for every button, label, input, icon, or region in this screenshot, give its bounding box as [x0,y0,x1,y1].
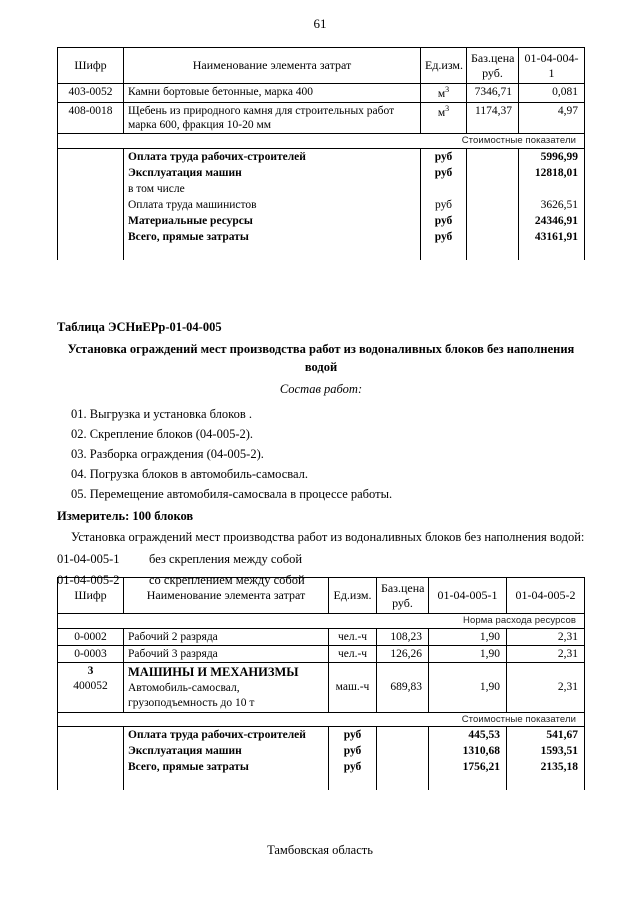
row-value-1 [519,181,585,197]
work-item: 01. Выгрузка и установка блоков . [71,406,252,421]
spacer-cell [58,245,124,260]
work-item: 04. Погрузка блоков в автомобиль-самосвал. [71,466,309,481]
table-row [58,103,585,134]
row-code [58,165,124,181]
header-base-price [377,578,429,614]
row-name: Рабочий 2 разряда [124,628,329,645]
row-value-1: 0,081 [519,84,585,103]
norm-consumption-band: Норма расхода ресурсов [58,614,585,629]
row-base-price [467,229,519,245]
row-name: Оплата труда рабочих-строителей [124,148,421,165]
spacer-cell [329,775,377,790]
row-code [58,213,124,229]
page-footer: Тамбовская область [267,843,373,857]
cost-indicators-band: Стоимостные показатели [58,712,585,727]
header-code: Шифр [58,48,124,84]
header-column-01-04-005-1: 01-04-005-1 [429,578,507,614]
machines-group-row [58,662,585,712]
table-row [58,181,585,197]
row-code [58,727,124,744]
row-value-1: 3626,51 [519,197,585,213]
spacer-cell [377,775,429,790]
table-header-row [58,578,585,614]
section-table-label: Таблица ЭСНиЕРр-01-04-005 [57,320,222,334]
row-unit [421,181,467,197]
table-header-row [58,48,585,84]
row-name: Материальные ресурсы [124,213,421,229]
row-value-1: 4,97 [519,103,585,134]
row-base-price: 126,26 [377,645,429,662]
row-base-price [467,181,519,197]
row-base-price [467,148,519,165]
row-value-1: 24346,91 [519,213,585,229]
header-code: Шифр [58,578,124,614]
row-unit: руб [329,743,377,759]
row-value-2: 2,31 [507,662,585,712]
row-name: Всего, прямые затраты [124,759,329,775]
measure-description: Установка ограждений мест производства работ из водоналивных блоков без наполнения водой: [71,530,585,545]
spacer-cell [124,245,421,260]
row-base-price: 7346,71 [467,84,519,103]
row-base-price [377,727,429,744]
row-name: в том числе [124,181,421,197]
sostav-rabot-label: Состав работ: [279,382,363,397]
cost-table-01-04-005 [57,577,585,790]
row-name: Оплата труда рабочих-строителей [124,727,329,744]
row-code: 403-0052 [58,84,124,103]
spacer-cell [124,775,329,790]
row-code: 0-0003 [58,645,124,662]
row-unit: $м^3$ [421,103,467,134]
section-description [57,318,585,591]
table-row [58,148,585,165]
spacer-cell [507,775,585,790]
row-value-1: 1,90 [429,645,507,662]
cost-band-row [58,134,585,149]
row-name: Эксплуатация машин [124,165,421,181]
row-unit: руб [421,229,467,245]
header-base-price-line2: руб. [482,65,503,80]
section-title: Установка ограждений мест производства работ из водоналивных блоков без наполнения водой [67,342,575,375]
row-unit: руб [421,197,467,213]
header-unit: Ед.изм. [421,48,467,84]
work-item: 03. Разборка ограждения (04-005-2). [71,446,264,461]
row-value-2: 1593,51 [507,743,585,759]
variant-code: 01-04-005-2 [57,572,120,587]
row-unit: руб [329,759,377,775]
izmeritel-label: Измеритель: 100 блоков [57,509,194,524]
spacer-cell [429,775,507,790]
header-column-01-04-004-1: 01-04-004-1 [519,48,585,84]
row-value-2: 2,31 [507,645,585,662]
row-value-1: 1,90 [429,628,507,645]
row-unit: руб [329,727,377,744]
row-value-1: 12818,01 [519,165,585,181]
row-code [58,181,124,197]
spacer-cell [421,245,467,260]
page-number: 61 [313,16,327,31]
row-name: Камни бортовые бетонные, марка 400 [124,84,421,103]
row-value-1: 43161,91 [519,229,585,245]
cost-indicators-band: Стоимостные показатели [58,134,585,149]
row-name: Всего, прямые затраты [124,229,421,245]
header-base-price-line1: Баз.цена [381,581,425,595]
row-unit: руб [421,165,467,181]
table-row [58,213,585,229]
row-name: Автомобиль-самосвал, грузоподъемность до 10 т [128,681,255,709]
work-item: 05. Перемещение автомобиля-самосвала в процессе работы. [71,487,393,501]
row-base-price [467,213,519,229]
row-value-2: 2,31 [507,628,585,645]
machines-group-cell [58,662,124,712]
variant-description: без скрепления между собой [149,552,303,567]
table-row [58,165,585,181]
row-value-1: 1310,68 [429,743,507,759]
table-row [58,628,585,645]
spacer-cell [519,245,585,260]
row-name: Рабочий 3 разряда [124,645,329,662]
variant-row [57,550,585,568]
row-code [58,743,124,759]
row-code: 408-0018 [58,103,124,134]
machines-group-name-cell [124,662,329,712]
row-code [58,759,124,775]
header-column-01-04-005-2: 01-04-005-2 [507,578,585,614]
table-spacer-row [58,775,585,790]
variant-code: 01-04-005-1 [57,552,120,567]
row-code [58,197,124,213]
table-row [58,645,585,662]
row-value-1: 5996,99 [519,148,585,165]
cost-table-01-04-004 [57,47,585,260]
group-code: 400052 [73,679,108,692]
header-unit: Ед.изм. [329,578,377,614]
row-value-1: 1,90 [429,662,507,712]
table-row [58,727,585,744]
header-base-price-line1: Баз.цена [471,51,515,65]
spacer-cell [467,245,519,260]
header-base-price [467,48,519,84]
table-spacer-row [58,245,585,260]
group-number: 3 [87,664,94,677]
row-value-1: 1756,21 [429,759,507,775]
table-row [58,84,585,103]
row-value-1: 445,53 [429,727,507,744]
row-name: Оплата труда машинистов [124,197,421,213]
row-code [58,229,124,245]
row-unit: руб [421,213,467,229]
row-unit: чел.-ч [329,628,377,645]
norm-band-row [58,614,585,629]
group-title: МАШИНЫ И МЕХАНИЗМЫ [128,664,299,679]
row-base-price [467,165,519,181]
row-unit: $м^3$ [421,84,467,103]
header-name: Наименование элемента затрат [124,48,421,84]
row-code [58,148,124,165]
header-name: Наименование элемента затрат [124,578,329,614]
row-name: Щебень из природного камня для строительных работ марка 600, фракция 10-20 мм [124,103,421,134]
row-base-price: 689,83 [377,662,429,712]
table-row [58,759,585,775]
row-code: 0-0002 [58,628,124,645]
row-base-price [467,197,519,213]
work-item: 02. Скрепление блоков (04-005-2). [71,426,254,441]
row-base-price [377,759,429,775]
row-value-2: 541,67 [507,727,585,744]
row-unit: маш.-ч [329,662,377,712]
row-value-2: 2135,18 [507,759,585,775]
row-base-price: 1174,37 [467,103,519,134]
table-row [58,743,585,759]
row-unit: чел.-ч [329,645,377,662]
row-base-price [377,743,429,759]
spacer-cell [58,775,124,790]
table-row [58,229,585,245]
table-row [58,197,585,213]
header-base-price-line2: руб. [392,595,413,610]
row-name: Эксплуатация машин [124,743,329,759]
variant-description: со скреплением между собой [149,572,305,587]
row-base-price: 108,23 [377,628,429,645]
cost-band-row [58,712,585,727]
row-unit: руб [421,148,467,165]
